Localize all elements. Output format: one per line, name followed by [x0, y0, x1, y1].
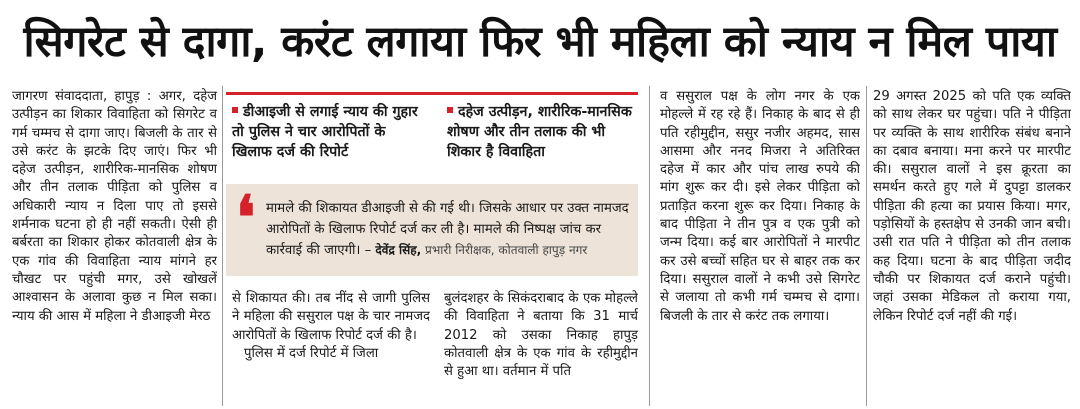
article-column-4: [660, 88, 860, 404]
headline: सिगरेट से दागा, करंट लगाया फिर भी महिला को न्याय न मिल पाया: [23, 17, 1057, 67]
article-text: बुलंदशहर के सिकंदराबाद के एक मोहल्ले की विवाहिता ने बताया कि 31 मार्च 2012 को उसका निकाह हापुड़ कोतवाली क्षेत्र के एक गांव के रहीमुद्दीन से हुआ था। वर्तमान में पति: [444, 291, 638, 380]
quote-name: देवेंद्र सिंह,: [375, 243, 422, 257]
article-text: व ससुराल पक्ष के लोग नगर के एक मोहल्ले में रह रहे हैं। निकाह के बाद से ही पति रहीमुद्दीन, ससुर नजीर अहमद, सास आसमा और ननद मिजरा ने अतिरिक्त दहेज में कार और पांच लाख रुपये की मांग शुरू कर दी। इसे लेकर पीड़िता को प्रताड़ित करना शुरू कर दिया। निकाह के बाद पीड़िता ने तीन पुत्र व एक पुत्री को जन्म दिया। कई बार आरोपितों ने मारपीट कर उसे बच्चों सहित घर से बाहर तक कर दिया। ससुराल वालों ने कभी उसे सिगरेट से जलाया तो कभी गर्म चम्मच से दागा। बिजली के तार से करंट तक लगाया।: [660, 89, 860, 324]
highlight-text: डीआइजी से लगाई न्याय की गुहार तो पुलिस ने चार आरोपितों के खिलाफ दर्ज की रिपोर्ट: [232, 104, 418, 160]
bullet-icon: [447, 107, 453, 113]
article-column-3: [444, 290, 638, 404]
article-column-2: [232, 290, 430, 404]
highlight-2: [447, 102, 633, 162]
quote-text: [266, 198, 630, 261]
article-text: पुलिस में दर्ज रिपोर्ट में जिला: [244, 345, 379, 361]
article-text: जागरण संवाददाता, हापुड़ : अगर, दहेज उत्पीड़न का शिकार विवाहिता को सिगरेट व गर्म चम्मच से दागा जाए। बिजली के तार से उसे करंट के झटके दिए जाएं। फिर भी दहेज उत्पीड़न, शारीरिक-मानसिक शोषण और तीन तलाक पीड़िता को पुलिस व अधिकारी न्याय न दिला पाए तो इससे शर्मनाक घटना हो ही नहीं सकती। ऐसी ही बर्बरता का शिकार होकर कोतवाली क्षेत्र के एक गांव की विवाहिता न्याय मांगने हर चौखट पर पहुंची मगर, उसे खोखलें आश्वासन के अलावा कुछ न मिल सका। न्याय की आस में महिला ने डीआइजी मेरठ: [12, 89, 217, 324]
quote-box: [226, 184, 638, 276]
column-divider: [649, 86, 650, 406]
quote-mark-icon: ❛: [236, 183, 256, 253]
quote-attribution: [375, 243, 587, 257]
quote-body: मामले की शिकायत डीआइजी से की गई थी। जिसके आधार पर उक्त नामजद आरोपितों के खिलाफ रिपोर्ट दर्ज कर ली है। मामले की निष्पक्ष जांच कर कार्रवाई की जाएगी। –: [266, 201, 629, 258]
highlight-text: दहेज उत्पीड़न, शारीरिक-मानसिक शोषण और तीन तलाक की भी शिकार है विवाहिता: [447, 104, 632, 160]
article-text: 29 अगस्त 2025 को पति एक व्यक्ति को साथ लेकर घर पहुंचा। पति ने पीड़िता पर व्यक्ति के साथ शारीरिक संबंध बनाने का दबाव बनाया। मना करने पर मारपीट की। ससुराल वालों ने इस क्रूरता का समर्थन करते हुए गले में दुपट्टा डालकर पीड़िता की हत्या का प्रयास किया। मगर, पड़ोसियों के हस्तक्षेप से उनकी जान बची। उसी रात पति ने पीड़िता को तीन तलाक कह दिया। घटना के बाद पीड़िता जदीद चौकी पर शिकायत दर्ज कराने पहुंची। जहां उसका मेडिकल तो कराया गया, लेकिन रिपोर्ट दर्ज नहीं की गई।: [873, 89, 1071, 324]
column-divider: [222, 86, 223, 406]
quote-designation: प्रभारी निरीक्षक, कोतवाली हापुड़ नगर: [425, 243, 588, 257]
bullet-icon: [232, 107, 238, 113]
highlight-1: [232, 102, 428, 162]
article-column-5: [873, 88, 1071, 404]
column-divider: [866, 86, 867, 406]
article-text: से शिकायत की। तब नींद से जागी पुलिस ने महिला की ससुराल पक्ष के चार नामजद आरोपितों के खिलाफ रिपोर्ट दर्ज की है।: [232, 291, 430, 343]
article-column-1: [12, 88, 217, 404]
highlight-rule: [226, 92, 638, 95]
